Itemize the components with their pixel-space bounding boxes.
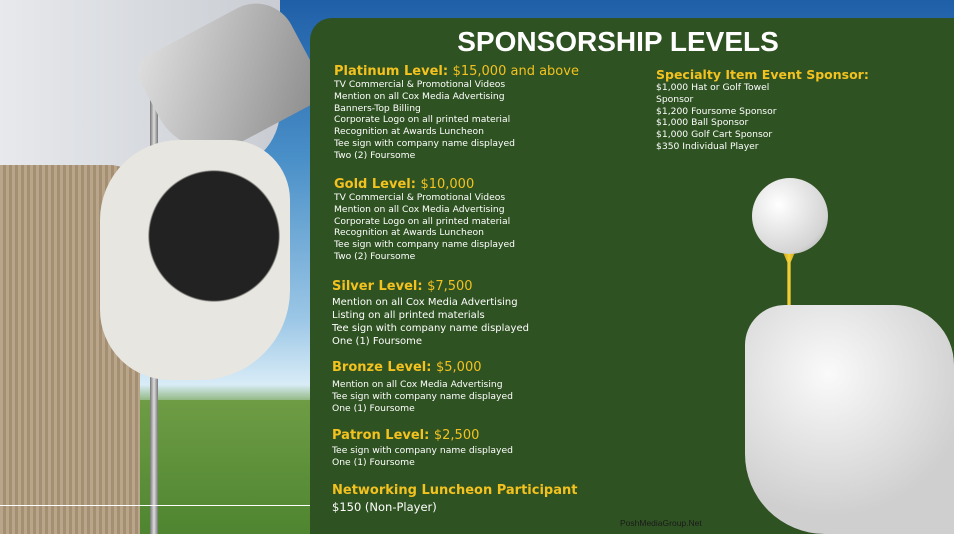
specialty-sponsor <box>656 67 869 153</box>
benefit-item: Mention on all Cox Media Advertising <box>334 203 505 215</box>
level-name: Gold Level: <box>334 177 416 192</box>
level-name: Platinum Level: <box>334 64 449 79</box>
benefit-item: Listing on all printed materials <box>332 310 485 321</box>
benefit-item: $1,000 Hat or Golf Towel <box>656 82 770 93</box>
benefit-item: $1,000 Golf Cart Sponsor <box>656 129 773 141</box>
gloved-hand-holding-tee-image <box>745 305 954 534</box>
benefit-item: TV Commercial & Promotional Videos <box>334 79 506 90</box>
benefit-item: Tee sign with company name displayed <box>332 445 513 456</box>
level-platinum <box>334 64 579 162</box>
benefit-item: Tee sign with company name displayed <box>334 239 515 251</box>
page-title: SPONSORSHIP LEVELS <box>457 26 779 57</box>
level-name: Networking Luncheon Participant <box>332 483 578 498</box>
benefit-item: One (1) Foursome <box>332 456 415 468</box>
level-price: $5,000 <box>436 360 482 375</box>
level-gold <box>334 177 515 263</box>
level-price: $7,500 <box>427 279 473 294</box>
level-networking <box>332 483 577 514</box>
level-silver <box>332 279 529 348</box>
benefit-item: Banners-Top Billing <box>334 102 421 114</box>
benefit-item: One (1) Foursome <box>332 336 423 347</box>
benefit-item: Mention on all Cox Media Advertising <box>332 379 503 390</box>
benefit-item: $1,000 Ball Sponsor <box>656 117 749 129</box>
benefit-item: $150 (Non-Player) <box>332 500 437 514</box>
benefit-item: Recognition at Awards Luncheon <box>334 126 484 138</box>
gloved-hand-image <box>100 140 290 380</box>
benefit-item: Mention on all Cox Media Advertising <box>334 90 505 102</box>
level-bronze <box>332 360 513 414</box>
level-name: Patron Level: <box>332 428 430 443</box>
benefit-item: Tee sign with company name displayed <box>332 323 529 334</box>
level-price: $10,000 <box>420 177 475 192</box>
level-name: Bronze Level: <box>332 360 432 375</box>
level-price: $2,500 <box>433 428 480 443</box>
specialty-heading: Specialty Item Event Sponsor: <box>656 67 869 82</box>
benefit-item: $1,200 Foursome Sponsor <box>656 105 777 117</box>
benefit-item: $350 Individual Player <box>656 140 759 152</box>
benefit-item: Tee sign with company name displayed <box>332 390 513 402</box>
golf-ball-image <box>752 178 828 254</box>
benefit-item: Sponsor <box>656 93 694 105</box>
level-name: Silver Level: <box>332 279 423 294</box>
benefit-item: Mention on all Cox Media Advertising <box>332 297 518 308</box>
level-price: $15,000 and above <box>452 64 579 79</box>
benefit-item: One (1) Foursome <box>332 402 415 414</box>
benefit-item: Two (2) Foursome <box>334 250 416 262</box>
benefit-item: Corporate Logo on all printed material <box>334 215 511 227</box>
level-patron <box>332 428 513 469</box>
benefit-item: TV Commercial & Promotional Videos <box>334 192 506 203</box>
benefit-item: Recognition at Awards Luncheon <box>334 227 484 239</box>
footer-website: PoshMediaGroup.Net <box>620 518 702 528</box>
benefit-item: Tee sign with company name displayed <box>334 137 515 149</box>
benefit-item: Corporate Logo on all printed material <box>334 114 511 126</box>
divider-line <box>0 505 330 506</box>
benefit-item: Two (2) Foursome <box>334 149 416 161</box>
